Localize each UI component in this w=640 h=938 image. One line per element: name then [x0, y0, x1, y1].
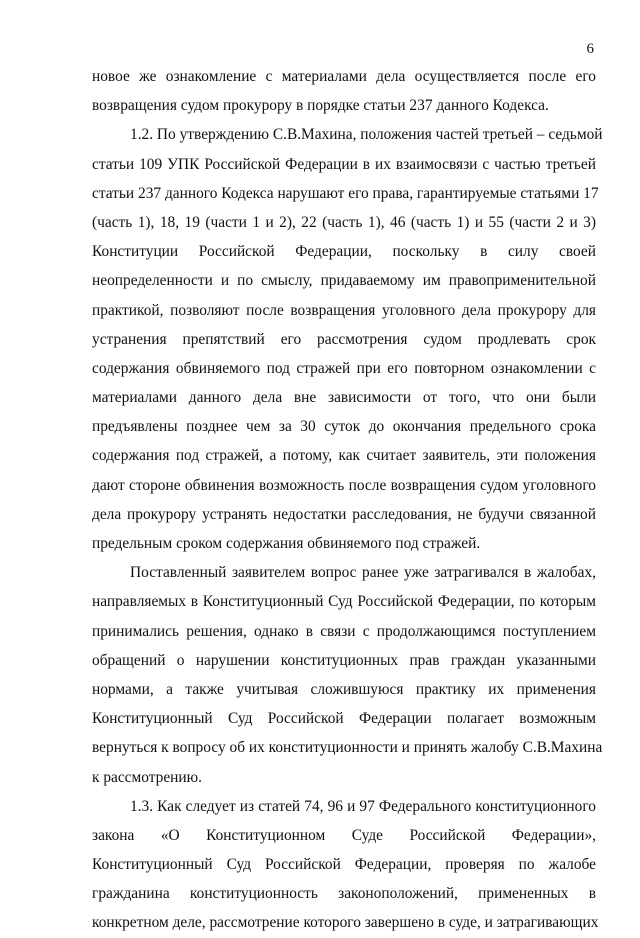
text-line: статьи 237 данного Кодекса нарушают его права, гарантируемые статьями 17 [92, 184, 599, 202]
text-line: предъявлены позднее чем за 30 суток до окончания предельного срока [92, 418, 596, 436]
paragraph [92, 792, 599, 938]
paragraph [92, 62, 596, 120]
text-line: Конституционный Суд Российской Федерации, проверяя по жалобе [92, 856, 596, 874]
text-line: к рассмотрению. [92, 768, 203, 786]
text-line: принимались решения, однако в связи с продолжающимся поступлением [92, 622, 596, 640]
paragraph [92, 120, 603, 558]
document-body [92, 62, 603, 938]
text-line: (часть 1), 18, 19 (части 1 и 2), 22 (часть 1), 46 (часть 1) и 55 (части 2 и 3) [92, 213, 596, 231]
text-line: устранения препятствий его рассмотрения судом продлевать срок [92, 330, 596, 348]
text-line: возвращения судом прокурору в порядке статьи 237 данного Кодекса. [92, 97, 549, 115]
text-line: гражданина конституционность законоположений, примененных в [92, 885, 596, 903]
paragraph [92, 558, 603, 792]
text-line: предельным сроком содержания обвиняемого под стражей. [92, 535, 481, 552]
text-line: конкретном деле, рассмотрение которого завершено в суде, и затрагивающих [92, 914, 599, 932]
text-line: практикой, позволяют после возвращения уголовного дела прокурору для [92, 301, 596, 319]
text-line: дают стороне обвинения возможность после возвращения судом уголовного [92, 476, 596, 494]
text-line: Конституции Российской Федерации, поскольку в силу своей [92, 243, 596, 261]
text-line: направляемых в Конституционный Суд Российской Федерации, по которым [92, 593, 596, 611]
text-line: содержания обвиняемого под стражей при его повторном ознакомлении с [92, 359, 596, 377]
text-line: Конституционный Суд Российской Федерации полагает возможным [92, 710, 596, 728]
text-line: нормами, а также учитывая сложившуюся практику их применения [92, 680, 596, 698]
text-line: неопределенности и по смыслу, придаваемому им правоприменительной [92, 272, 596, 290]
text-line: материалами данного дела вне зависимости от того, что они были [92, 389, 596, 407]
text-line: вернуться к вопросу об их конституционности и принять жалобу С.В.Махина [92, 739, 603, 757]
text-line: закона «О Конституционном Суде Российской Федерации», [92, 826, 596, 844]
text-line: новое же ознакомление с материалами дела осуществляется после его [92, 68, 596, 85]
text-line: дела прокурору устранять недостатки расследования, не будучи связанной [92, 505, 596, 523]
text-line: статьи 109 УПК Российской Федерации в их взаимосвязи с частью третьей [92, 155, 596, 173]
text-line: Поставленный заявителем вопрос ранее уже затрагивался в жалобах, [130, 564, 596, 582]
text-line: содержания под стражей, а потому, как считает заявитель, эти положения [92, 447, 596, 465]
text-line: 1.2. По утверждению С.В.Махина, положения частей третьей – седьмой [130, 126, 603, 144]
text-line: 1.3. Как следует из статей 74, 96 и 97 Федерального конституционного [130, 797, 596, 815]
page-number: 6 [586, 41, 594, 57]
text-line: обращений о нарушении конституционных прав граждан указанными [92, 651, 596, 669]
